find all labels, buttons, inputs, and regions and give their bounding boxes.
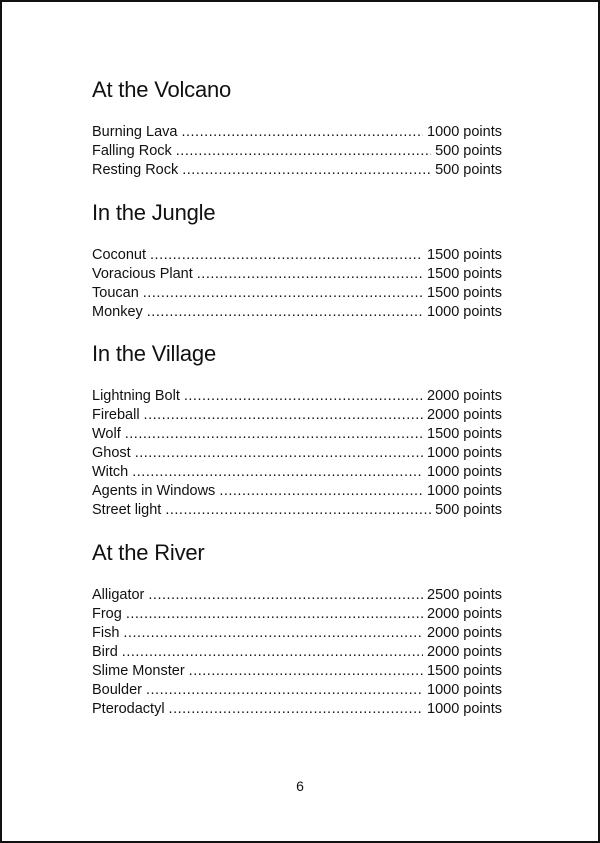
dot-leader [148,586,423,605]
dot-leader [147,303,423,322]
section-jungle [92,200,502,322]
score-row [92,624,502,643]
item-name: Voracious Plant [92,266,193,282]
item-points: 1000 points [427,124,502,140]
dot-leader [150,246,423,265]
dot-leader [176,142,431,161]
score-row [92,681,502,700]
item-name: Fish [92,625,120,641]
item-points: 1000 points [427,701,502,717]
section-title: At the River [92,540,205,565]
score-row [92,284,502,303]
score-row [92,265,502,284]
item-points: 1000 points [427,445,502,461]
dot-leader [144,406,423,425]
item-name: Resting Rock [92,162,179,178]
item-points: 1500 points [427,266,502,282]
dot-leader [143,284,423,303]
dot-leader [189,662,423,681]
score-row [92,425,502,444]
item-name: Bird [92,644,118,660]
item-points: 1000 points [427,464,502,480]
score-row [92,303,502,322]
item-points: 2000 points [427,606,502,622]
item-points: 2000 points [427,407,502,423]
score-row [92,586,502,605]
dot-leader [135,444,423,463]
item-points: 2000 points [427,388,502,404]
item-name: Monkey [92,304,143,320]
item-name: Toucan [92,285,139,301]
section-volcano [92,77,502,180]
section-title: At the Volcano [92,77,232,102]
item-points: 1500 points [427,247,502,263]
section-title: In the Village [92,341,217,366]
item-points: 2000 points [427,644,502,660]
item-name: Pterodactyl [92,701,165,717]
score-row [92,700,502,719]
item-name: Fireball [92,407,140,423]
score-row [92,643,502,662]
score-row [92,662,502,681]
dot-leader [182,161,431,180]
score-row [92,387,502,406]
score-list [92,586,502,719]
section-village [92,341,502,520]
item-name: Boulder [92,682,142,698]
score-row [92,444,502,463]
score-list [92,246,502,322]
item-points: 1000 points [427,304,502,320]
section-river [92,540,502,719]
dot-leader [132,463,423,482]
page-number: 6 [296,778,304,794]
item-name: Falling Rock [92,143,172,159]
dot-leader [146,681,423,700]
score-row [92,161,502,180]
item-name: Street light [92,502,162,518]
dot-leader [165,501,431,520]
item-points: 1500 points [427,285,502,301]
item-points: 2000 points [427,625,502,641]
dot-leader [184,387,423,406]
score-row [92,605,502,624]
score-list [92,387,502,520]
item-name: Coconut [92,247,147,263]
item-name: Lightning Bolt [92,388,180,404]
score-list [92,123,502,180]
item-name: Slime Monster [92,663,185,679]
item-points: 1500 points [427,426,502,442]
dot-leader [197,265,423,284]
item-points: 1000 points [427,483,502,499]
item-name: Wolf [92,426,121,442]
item-name: Witch [92,464,129,480]
dot-leader [219,482,423,501]
score-row [92,406,502,425]
item-points: 500 points [435,143,502,159]
item-name: Frog [92,606,122,622]
score-row [92,246,502,265]
item-points: 2500 points [427,587,502,603]
dot-leader [122,643,423,662]
score-row [92,463,502,482]
score-row [92,482,502,501]
section-title: In the Jungle [92,200,216,225]
dot-leader [123,624,423,643]
item-name: Ghost [92,445,131,461]
dot-leader [181,123,423,142]
item-name: Alligator [92,587,145,603]
score-row [92,142,502,161]
item-points: 1500 points [427,663,502,679]
dot-leader [126,605,423,624]
item-points: 500 points [435,162,502,178]
dot-leader [169,700,423,719]
item-name: Burning Lava [92,124,178,140]
score-row [92,123,502,142]
score-row [92,501,502,520]
item-points: 500 points [435,502,502,518]
dot-leader [125,425,423,444]
item-points: 1000 points [427,682,502,698]
item-name: Agents in Windows [92,483,216,499]
